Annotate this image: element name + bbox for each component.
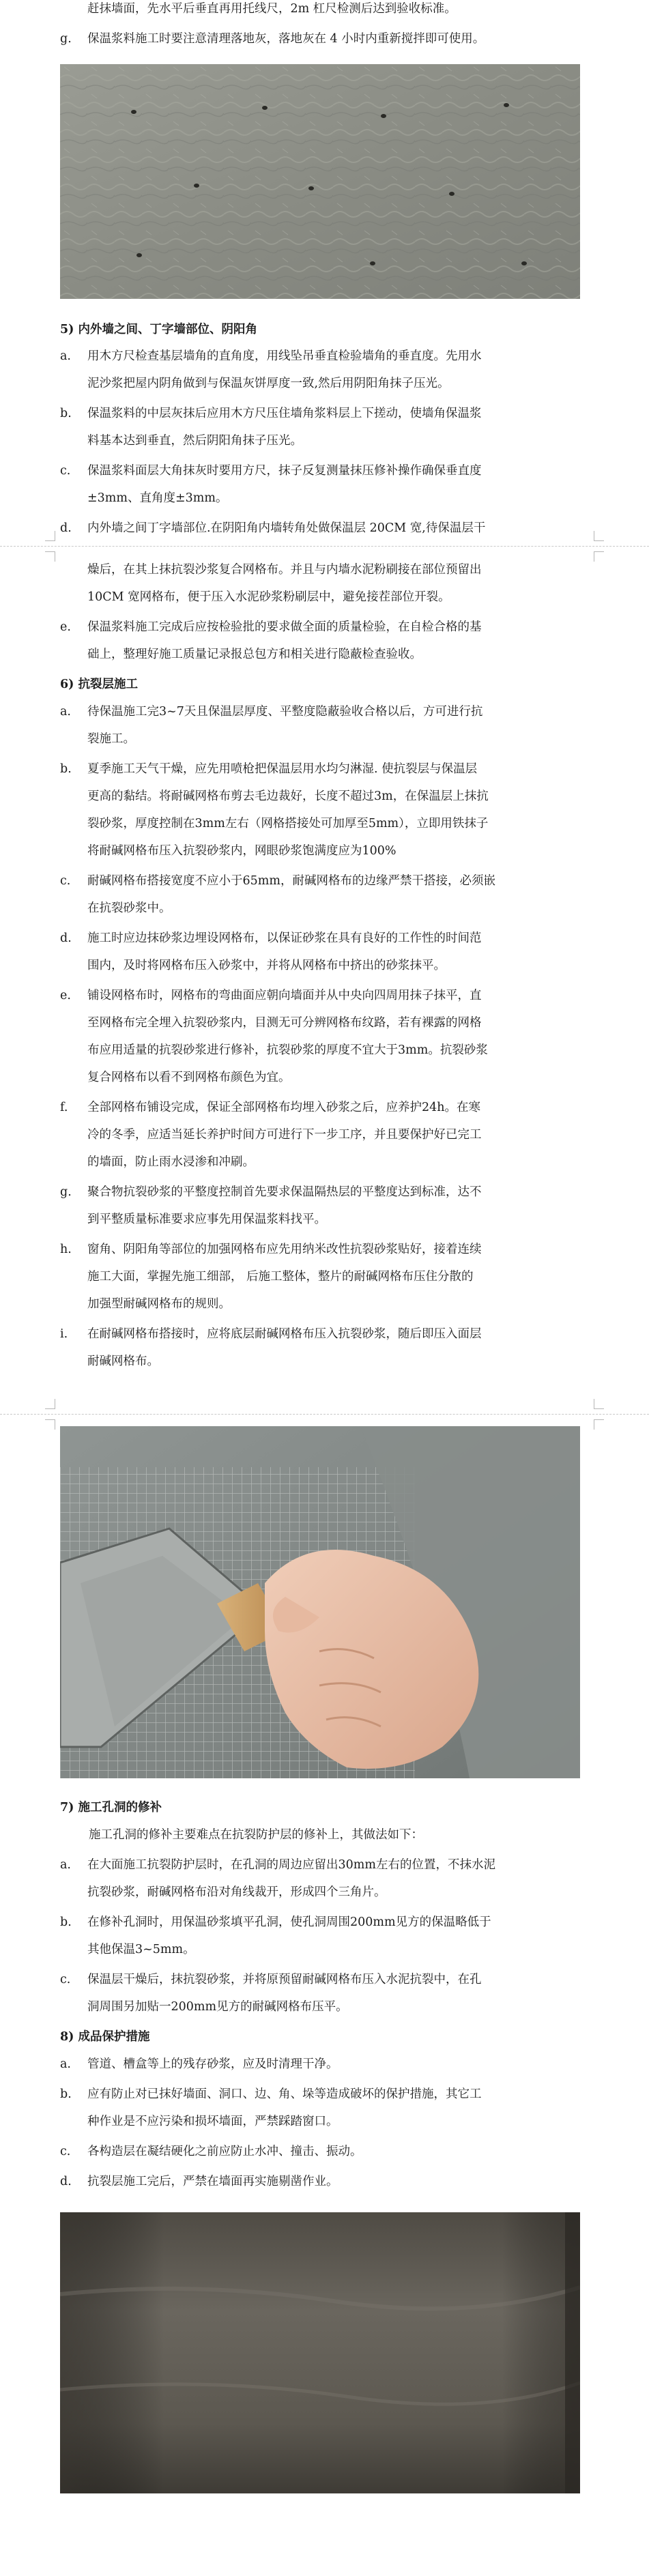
section-heading: 8) 成品保护措施 bbox=[60, 2030, 150, 2044]
text-line: 抗裂砂浆，耐碱网格布沿对角线裁开，形成四个三角片。 bbox=[87, 1885, 386, 1899]
text-line: 耐碱网格布。 bbox=[87, 1355, 159, 1368]
list-item: c. 保温层干燥后，抹抗裂砂浆，并将原预留耐碱网格布压入水泥抗裂中，在孔 bbox=[60, 1973, 482, 1986]
list-item: b. 在修补孔洞时，用保温砂浆填平孔洞，使孔洞周围200mm见方的保温略低于 bbox=[60, 1915, 491, 1929]
text-line: 赶抹墙面，先水平后垂直再用托线尺，2m 杠尺检测后达到验收标准。 bbox=[87, 2, 457, 16]
list-item: b. 应有防止对已抹好墙面、洞口、边、角、垛等造成破坏的保护措施，其它工 bbox=[60, 2087, 482, 2101]
text-line: 裂施工。 bbox=[87, 732, 135, 746]
margin-mark bbox=[594, 551, 604, 562]
list-item: i. 在耐碱网格布搭接时，应将底层耐碱网格布压入抗裂砂浆，随后即压入面层 bbox=[60, 1327, 482, 1341]
text-line: 更高的黏结。将耐碱网格布剪去毛边裁好，长度不超过3m，在保温层上抹抗 bbox=[87, 790, 489, 803]
list-item: d. 抗裂层施工完后，严禁在墙面再实施剔凿作业。 bbox=[60, 2175, 338, 2188]
text-line: 料基本达到垂直，然后阴阳角抹子压光。 bbox=[87, 434, 302, 448]
margin-mark bbox=[594, 531, 604, 541]
text-line: 础上，整理好施工质量记录报总包方和相关进行隐蔽检查验收。 bbox=[87, 648, 422, 661]
page-break bbox=[0, 546, 649, 547]
page-break bbox=[0, 1414, 649, 1415]
margin-mark bbox=[45, 531, 55, 541]
text-line: 复合网格布以看不到网格布颜色为宜。 bbox=[87, 1071, 291, 1084]
text-line: 施工大面，掌握先施工细部， 后施工整体，整片的耐碱网格布压住分散的 bbox=[87, 1270, 474, 1284]
text-line: 在抗裂砂浆中。 bbox=[87, 901, 171, 915]
section-heading: 7) 施工孔洞的修补 bbox=[60, 1801, 162, 1814]
margin-mark bbox=[594, 1419, 604, 1430]
text-line: 其他保温3~5mm。 bbox=[87, 1943, 195, 1956]
list-item: c. 保温浆料面层大角抹灰时要用方尺，抹子反复测量抹压修补操作确保垂直度 bbox=[60, 464, 482, 478]
text-line: 布应用适量的抗裂砂浆进行修补，抗裂砂浆的厚度不宜大于3mm。抗裂砂浆 bbox=[87, 1043, 488, 1057]
text-line: 种作业是不应污染和损坏墙面，严禁踩踏窗口。 bbox=[87, 2115, 338, 2128]
text-line: 裂砂浆，厚度控制在3mm左右（网格搭接处可加厚至5mm），立即用铁抹子 bbox=[87, 817, 489, 830]
margin-mark bbox=[45, 551, 55, 562]
text-line: 10CM 宽网格布，便于压入水泥砂浆粉刷层中，避免接茬部位开裂。 bbox=[87, 590, 450, 604]
text-line: 泥沙浆把屋内阴角做到与保温灰饼厚度一致,然后用阴阳角抹子压光。 bbox=[87, 377, 450, 390]
list-item: g. 保温浆料施工时要注意清理落地灰，落地灰在 4 小时内重新搅拌即可使用。 bbox=[60, 32, 485, 46]
list-item: d. 内外墙之间丁字墙部位.在阴阳角内墙转角处做保温层 20CM 宽,待保温层干 bbox=[60, 521, 486, 535]
list-item: h. 窗角、阴阳角等部位的加强网格布应先用纳米改性抗裂砂浆贴好，接着连续 bbox=[60, 1243, 482, 1256]
text-line: 围内，及时将网格布压入砂浆中，并将从网格布中挤出的砂浆抹平。 bbox=[87, 959, 446, 972]
list-item: a. 待保温施工完3~7天且保温层厚度、平整度隐蔽验收合格以后，方可进行抗 bbox=[60, 705, 483, 719]
list-item: d. 施工时应边抹砂浆边埋设网格布，以保证砂浆在具有良好的工作性的时间范 bbox=[60, 931, 482, 945]
list-item: g. 聚合物抗裂砂浆的平整度控制首先要求保温隔热层的平整度达到标准，达不 bbox=[60, 1185, 482, 1199]
plastered-wall-photo bbox=[60, 64, 580, 299]
text-line: 的墙面，防止雨水浸渗和冲刷。 bbox=[87, 1155, 255, 1169]
text-line: 燥后，在其上抹抗裂沙浆复合网格布。并且与内墙水泥粉刷接在部位预留出 bbox=[87, 563, 482, 577]
margin-mark bbox=[594, 1399, 604, 1409]
text-line: 加强型耐碱网格布的规则。 bbox=[87, 1297, 231, 1311]
text-line: 将耐碱网格布压入抗裂砂浆内，网眼砂浆饱满度应为100% bbox=[87, 844, 396, 858]
list-item: e. 保温浆料施工完成后应按检验批的要求做全面的质量检验，在自检合格的基 bbox=[60, 620, 482, 634]
text-line: 至网格布完全埋入抗裂砂浆内，目测无可分辨网格布纹路，若有裸露的网格 bbox=[87, 1016, 482, 1030]
text-line: ±3mm、直角度±3mm。 bbox=[87, 491, 228, 505]
list-item: c. 耐碱网格布搭接宽度不应小于65mm，耐碱网格布的边缘严禁干搭接，必须嵌 bbox=[60, 874, 495, 888]
section-heading: 6) 抗裂层施工 bbox=[60, 678, 139, 691]
list-item: b. 夏季施工天气干燥，应先用喷枪把保温层用水均匀淋湿. 使抗裂层与保温层 bbox=[60, 762, 478, 776]
text-line: 冷的冬季，应适当延长养护时间方可进行下一步工序，并且要保护好已完工 bbox=[87, 1128, 482, 1142]
text-line: 到平整质量标准要求应事先用保温浆料找平。 bbox=[87, 1213, 326, 1226]
margin-mark bbox=[45, 1399, 55, 1409]
margin-mark bbox=[45, 1419, 55, 1430]
trowel-mesh-photo bbox=[60, 1426, 580, 1778]
list-item: a. 管道、槽盒等上的残存砂浆，应及时清理干净。 bbox=[60, 2057, 338, 2071]
list-item: c. 各构造层在凝结硬化之前应防止水冲、撞击、振动。 bbox=[60, 2145, 362, 2158]
section-heading: 5) 内外墙之间、丁字墙部位、阴阳角 bbox=[60, 323, 258, 336]
finished-wall-photo bbox=[60, 2212, 580, 2493]
text-line: 洞周围另加贴一200mm见方的耐碱网格布压平。 bbox=[87, 2000, 348, 2014]
text-line: 施工孔洞的修补主要难点在抗裂防护层的修补上，其做法如下： bbox=[89, 1828, 423, 1842]
list-item: a. 在大面施工抗裂防护层时，在孔洞的周边应留出30mm左右的位置，不抹水泥 bbox=[60, 1858, 495, 1872]
list-item: b. 保温浆料的中层灰抹后应用木方尺压住墙角浆料层上下搓动，使墙角保温浆 bbox=[60, 407, 482, 420]
list-item: e. 铺设网格布时，网格布的弯曲面应朝向墙面并从中央向四周用抹子抹平，直 bbox=[60, 989, 482, 1002]
list-item: f. 全部网格布铺设完成，保证全部网格布均埋入砂浆之后，应养护24h。在寒 bbox=[60, 1101, 481, 1114]
list-item: a. 用木方尺检查基层墙角的直角度，用线坠吊垂直检验墙角的垂直度。先用水 bbox=[60, 349, 482, 363]
